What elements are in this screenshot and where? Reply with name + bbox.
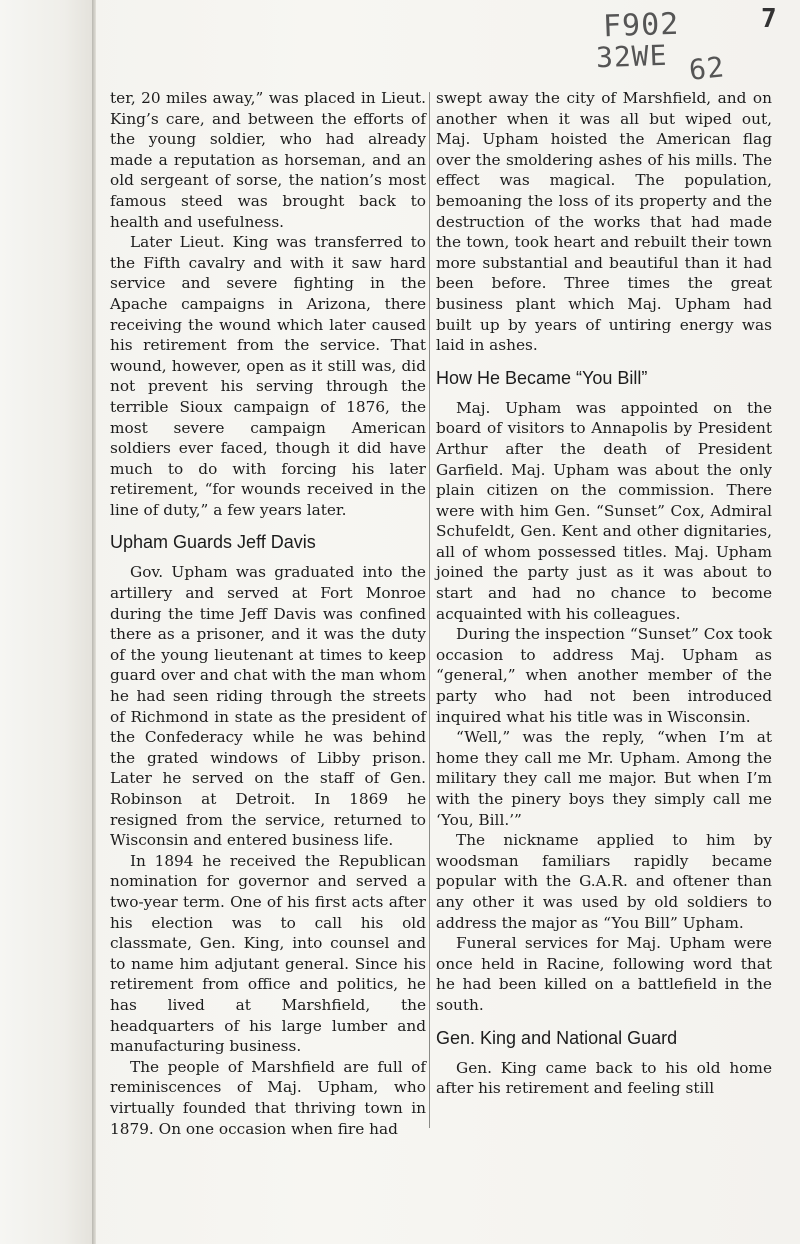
paragraph: The nickname applied to him by woodsman familiars rapidly became popular with the G.A.R. and oftener than any other it was used by old soldiers to address the major as “You Bill” Upham.	[436, 831, 772, 932]
paragraph: Funeral services for Maj. Upham were once held in Racine, following word that he had been killed on a battlefield in the south.	[436, 934, 772, 1014]
right-column	[436, 88, 772, 1099]
paragraph: During the inspection “Sunset” Cox took occasion to address Maj. Upham as “general,” when another member of the party who had not been introduced inquired what his title was in Wisconsin.	[436, 625, 772, 726]
handwritten-number: 62	[687, 50, 727, 87]
paragraph: ter, 20 miles away,” was placed in Lieut. King’s care, and between the efforts of the young soldier, who had already made a reputation as horseman, and an old sergeant of sorse, the nation’s most famous steed was brought back to health and usefulness.	[110, 89, 426, 231]
page-mark: 7	[761, 4, 778, 34]
column-divider	[429, 92, 430, 1128]
paragraph: Later Lieut. King was transferred to the Fifth cavalry and with it saw hard service and severe fighting in the Apache campaigns in Arizona, there receiving the wound which later caused his retirement from the service. That wound, however, open as it still was, did not prevent his serving through the terrible Sioux campaign of 1876, the most severe campaign American soldiers ever faced, though it did have much to do with forcing his later retirement, “for wounds received in the line of duty,” a few years later.	[110, 233, 426, 519]
paragraph: Gov. Upham was graduated into the artillery and served at Fort Monroe during the time Jeff Davis was confined there as a prisoner, and it was the duty of the young lieutenant at times to keep guard over and chat with the man whom he had seen riding through the streets of Richmond in state as the president of the Confederacy while he was behind the grated windows of Libby prison. Later he served on the staff of Gen. Robinson at Detroit. In 1869 he resigned from the service, returned to Wisconsin and entered business life.	[110, 563, 426, 850]
left-column	[110, 88, 426, 1139]
paragraph: The people of Marshfield are full of reminiscences of Maj. Upham, who virtually founded that thriving town in 1879. On one occasion when fire had	[110, 1057, 426, 1138]
section-heading: Gen. King and National Guard	[436, 1027, 678, 1048]
section-heading: How He Became “You Bill”	[436, 367, 648, 388]
page-left-margin	[0, 0, 94, 1244]
paragraph: “Well,” was the reply, “when I’m at home they call me Mr. Upham. Among the military they call me major. But when I’m with the pinery boys they simply call me ‘You, Bill.’”	[436, 728, 772, 829]
handwritten-code: F902	[602, 6, 680, 45]
paragraph: In 1894 he received the Republican nomination for governor and served a two-year term. One of his first acts after his election was to call his old classmate, Gen. King, into counsel and to name him adjutant general. Since his retirement from office and politics, he has lived at Marshfield, the headquarters of his large lumber and manufacturing business.	[110, 851, 426, 1056]
handwritten-subcode: 32WE	[595, 38, 668, 75]
page-fold	[92, 0, 96, 1244]
paragraph: Gen. King came back to his old home after his retirement and feeling still	[436, 1058, 772, 1098]
paragraph: Maj. Upham was appointed on the board of visitors to Annapolis by President Arthur after the death of President Garfield. Maj. Upham was about the only plain citizen on the commission. There were with him Gen. “Sunset” Cox, Admiral Schufeldt, Gen. Kent and other dignitaries, all of whom possessed titles. Maj. Upham joined the party just as it was about to start and had no chance to become acquainted with his colleagues.	[436, 398, 772, 623]
section-heading: Upham Guards Jeff Davis	[110, 532, 316, 553]
paragraph: swept away the city of Marshfield, and on another when it was all but wiped out, Maj. Upham hoisted the American flag over the smoldering ashes of his mills. The effect was magical. The population, bemoaning the loss of its property and the destruction of the works that had made the town, took heart and rebuilt their town more substantial and beautiful than it had been before. Three times the great business plant which Maj. Upham had built up by years of untiring energy was laid in ashes.	[436, 89, 772, 355]
